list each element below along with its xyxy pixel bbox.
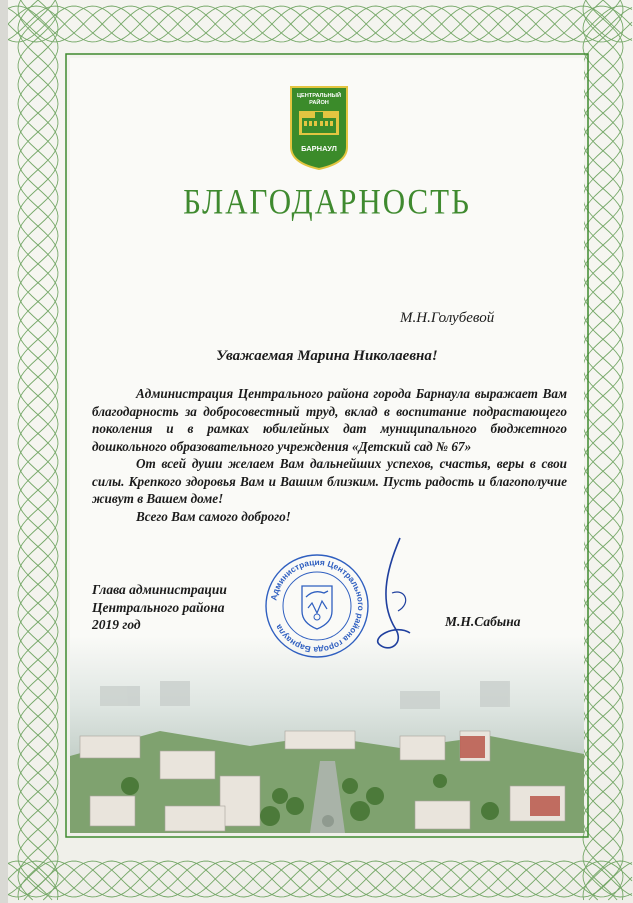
message-body [92,385,567,525]
certificate-sheet [8,0,633,903]
certificate-body [70,58,584,833]
emblem-top-text-line2: РАЙОН [309,100,329,106]
paragraph-closing: Всего Вам самого доброго! [136,508,291,524]
official-stamp [264,553,370,659]
coat-of-arms-icon [289,85,349,171]
signatory-name: М.Н.Сабына [445,614,521,629]
signatory-position [92,581,227,634]
city-panorama-image [70,636,584,833]
year: 2019 год [92,617,141,632]
document-title: БЛАГОДАРНОСТЬ [183,181,471,222]
position-line-2: Центрального района [92,599,225,615]
emblem-bottom-text: БАРНАУЛ [301,144,337,153]
recipient-name: М.Н.Голубевой [400,310,495,326]
emblem-top-text-line1: ЦЕНТРАЛЬНЫЙ [296,93,342,99]
stamp-ring-text: Администрация Центрального района города Барнаула [268,556,367,656]
salutation: Уважаемая Марина Николаевна! [216,348,438,364]
paragraph-wishes: От всей души желаем Вам дальнейших успехов, счастья, веры в свои силы. Крепкого здоровья Вам и Вашим близким. Пусть радость и благополучие живут в Вашем доме! [92,456,567,506]
paragraph-gratitude: Администрация Центрального района города Барнаула выражает Вам благодарность за добросовестный труд, вклад в воспитание подрастающего поколения и в рамках юбилейных дат муниципального бюджетного дошкольного образовательного учреждения «Детский сад № 67» [92,386,567,454]
position-line-1: Глава администрации [92,582,227,597]
